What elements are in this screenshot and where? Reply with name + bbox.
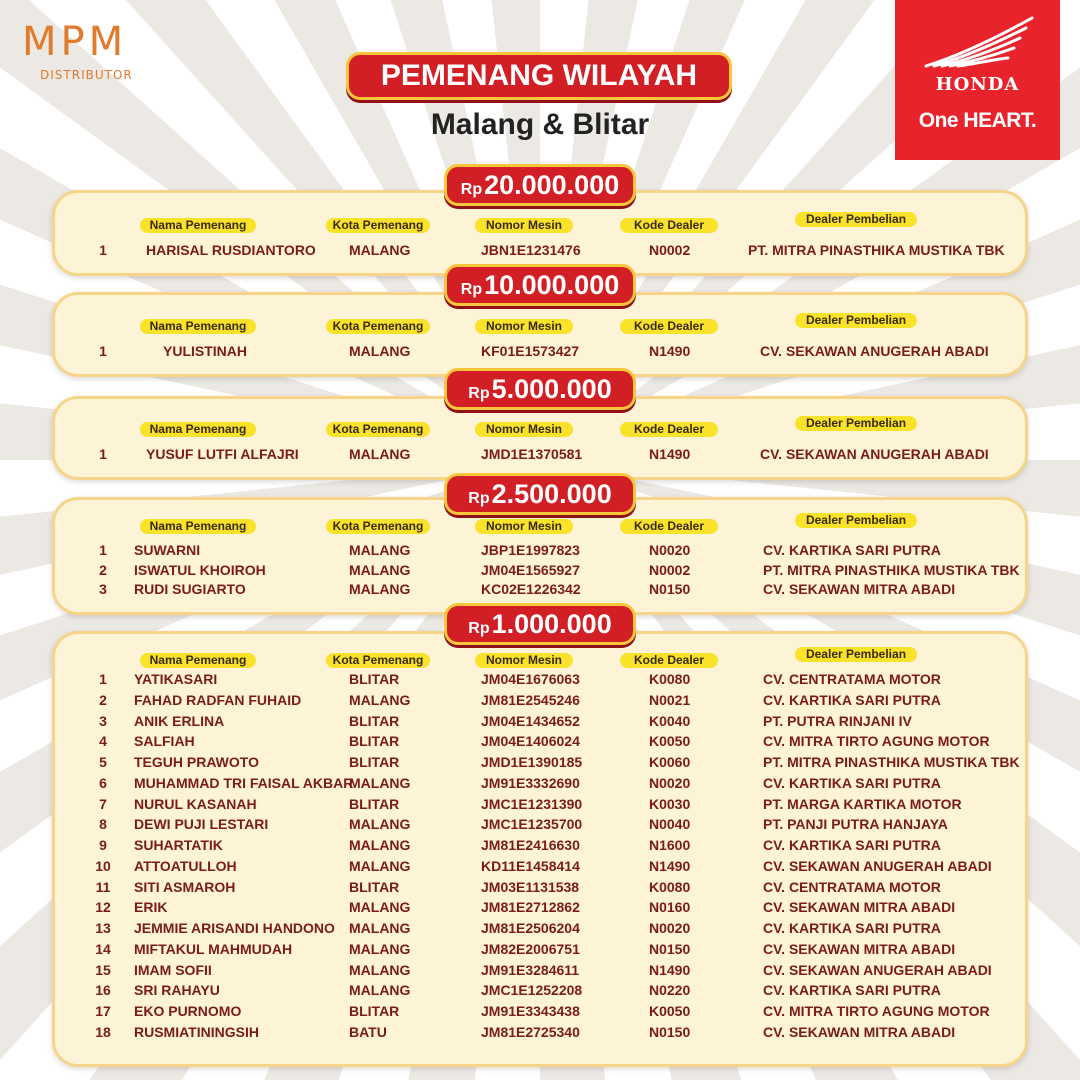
winner-number: 2 [99,691,107,708]
winner-code: N0020 [649,920,691,936]
winner-city: MALANG [349,857,411,874]
winner-number: 1 [99,542,107,558]
winner-dealer: PT. MARGA KARTIKA MOTOR [763,795,962,812]
winner-dealer: CV. SEKAWAN ANUGERAH ABADI [760,343,989,359]
winner-name: YUSUF LUTFI ALFAJRI [146,446,299,462]
winner-city: MALANG [349,961,411,978]
winner-row [0,560,1080,580]
winner-row [0,1022,1080,1042]
column-header-dealer: Dealer Pembelian [795,313,917,328]
winner-dealer: CV. SEKAWAN MITRA ABADI [763,940,956,957]
winner-code: N0040 [649,816,691,833]
winner-dealer: PT. PUTRA RINJANI IV [763,712,912,729]
winner-engine: JMC1E1231390 [481,795,583,812]
winner-city: MALANG [349,774,411,791]
winner-city: BLITAR [349,712,400,729]
winner-name: ATTOATULLOH [134,857,237,874]
winner-dealer: CV. SEKAWAN ANUGERAH ABADI [763,961,992,978]
honda-slogan: One HEART. [918,109,1037,132]
winner-name: DEWI PUJI LESTARI [134,816,269,833]
column-header-code: Kode Dealer [620,422,718,437]
column-header-engine: Nomor Mesin [475,319,573,334]
winner-number: 4 [99,733,107,750]
winner-number: 11 [95,878,111,895]
winner-dealer: CV. KARTIKA SARI PUTRA [763,920,941,936]
winner-row [0,856,1080,876]
winner-city: MALANG [349,837,411,853]
winner-name: SALFIAH [134,733,195,750]
column-header-dealer: Dealer Pembelian [795,416,917,431]
winner-dealer: CV. SEKAWAN MITRA ABADI [763,1023,956,1040]
winner-dealer: CV. MITRA TIRTO AGUNG MOTOR [763,733,990,750]
winner-row [0,918,1080,938]
winner-city: MALANG [349,343,411,359]
winner-row [0,444,1080,464]
column-header-code: Kode Dealer [620,319,718,334]
winner-number: 3 [99,712,107,729]
prize-amount-badge [444,368,636,410]
column-header-city: Kota Pemenang [326,519,430,534]
winner-engine: JM81E2416630 [481,837,580,853]
winner-name: HARISAL RUSDIANTORO [146,242,316,258]
winner-engine: JM81E2545246 [481,691,580,708]
winner-engine: JMC1E1235700 [481,816,583,833]
winner-code: K0030 [649,795,691,812]
winner-city: BATU [349,1023,387,1040]
winner-engine: JM91E3284611 [481,961,580,978]
winner-number: 8 [99,816,107,833]
winner-engine: JBP1E1997823 [481,542,580,558]
winner-name: MIFTAKUL MAHMUDAH [134,940,293,957]
winner-engine: KD11E1458414 [481,857,580,874]
winner-number: 6 [99,774,107,791]
winner-dealer: CV. KARTIKA SARI PUTRA [763,837,941,853]
winner-dealer: CV. SEKAWAN MITRA ABADI [763,899,956,916]
winner-row [0,1001,1080,1021]
winner-code: K0040 [649,712,691,729]
winner-code: N0002 [649,242,691,258]
winner-city: MALANG [349,982,411,999]
column-header-name: Nama Pemenang [140,519,256,534]
column-header-city: Kota Pemenang [326,319,430,334]
column-header-code: Kode Dealer [620,218,718,233]
winner-code: K0050 [649,1003,691,1019]
winner-number: 18 [95,1023,111,1040]
column-header-dealer: Dealer Pembelian [795,212,917,227]
currency-label: Rp [460,181,483,198]
winner-row [0,341,1080,361]
winner-row [0,939,1080,959]
winner-name: FAHAD RADFAN FUHAID [134,691,302,708]
prize-amount-badge [444,603,636,645]
winner-name: EKO PURNOMO [134,1003,242,1019]
winner-number: 9 [99,837,107,853]
winner-code: N0021 [649,691,691,708]
page-subtitle: Malang & Blitar [430,108,650,141]
winner-engine: JM04E1434652 [481,712,580,729]
winner-row [0,540,1080,560]
winner-row [0,960,1080,980]
winner-engine: JMD1E1370581 [481,446,583,462]
winner-code: N0220 [649,982,691,999]
winner-name: JEMMIE ARISANDI HANDONO [134,920,335,936]
winner-city: BLITAR [349,878,400,895]
winner-row [0,773,1080,793]
winner-name: ANIK ERLINA [134,712,225,729]
winner-row [0,980,1080,1000]
winner-code: N1600 [649,837,691,853]
winner-city: MALANG [349,816,411,833]
winner-engine: JM03E1131538 [481,878,580,895]
prize-amount: 1.000.000 [491,609,612,639]
winner-number: 12 [95,899,111,916]
winner-engine: JMD1E1390185 [481,754,583,770]
winner-number: 14 [95,940,111,957]
winner-row [0,711,1080,731]
winner-dealer: PT. MITRA PINASTHIKA MUSTIKA TBK [763,754,1020,770]
winner-name: YULISTINAH [163,343,247,359]
winner-city: MALANG [349,561,411,578]
winner-row [0,690,1080,710]
mpm-logo-subtitle: DISTRIBUTOR [40,68,133,82]
winner-code: N1490 [649,961,691,978]
winner-row [0,877,1080,897]
column-header-city: Kota Pemenang [326,653,430,668]
winner-dealer: PT. PANJI PUTRA HANJAYA [763,816,948,833]
column-header-name: Nama Pemenang [140,319,256,334]
winner-engine: JM81E2712862 [481,899,580,916]
winner-row [0,240,1080,260]
winner-city: BLITAR [349,1003,400,1019]
winner-dealer: CV. CENTRATAMA MOTOR [763,671,941,687]
winner-engine: JM81E2506204 [481,920,580,936]
winner-code: N0150 [649,581,691,598]
winner-row [0,835,1080,855]
winner-city: MALANG [349,899,411,916]
winner-city: MALANG [349,940,411,957]
winner-code: N0020 [649,774,691,791]
winner-city: BLITAR [349,795,400,812]
winner-row [0,794,1080,814]
winner-code: K0060 [649,754,691,770]
winner-dealer: CV. MITRA TIRTO AGUNG MOTOR [763,1003,990,1019]
currency-label: Rp [460,281,483,298]
winner-engine: JBN1E1231476 [481,242,581,258]
column-header-name: Nama Pemenang [140,218,256,233]
prize-amount: 20.000.000 [484,170,620,200]
winner-code: K0080 [649,878,691,895]
winner-city: MALANG [349,446,411,462]
winner-code: N0150 [649,940,691,957]
winner-number: 16 [95,982,111,999]
column-header-engine: Nomor Mesin [475,519,573,534]
column-header-dealer: Dealer Pembelian [795,513,917,528]
winner-code: N0160 [649,899,691,916]
winner-dealer: CV. SEKAWAN ANUGERAH ABADI [763,857,992,874]
winner-engine: JM91E3332690 [481,774,580,791]
winner-name: ERIK [134,899,168,916]
honda-brand-text: HONDA [935,74,1020,95]
winner-code: N0002 [649,561,691,578]
winner-number: 1 [99,446,107,462]
winner-dealer: CV. CENTRATAMA MOTOR [763,878,941,895]
winner-row [0,897,1080,917]
winner-city: MALANG [349,691,411,708]
winner-engine: JM82E2006751 [481,940,580,957]
winner-engine: JM81E2725340 [481,1023,580,1040]
winner-row [0,752,1080,772]
winner-engine: JM04E1565927 [481,561,580,578]
mpm-logo-text: MPM [22,19,128,65]
column-header-code: Kode Dealer [620,653,718,668]
honda-logo [895,0,1060,160]
winner-number: 2 [99,561,107,578]
prize-amount-badge [444,473,636,515]
winner-name: YATIKASARI [134,671,218,687]
winner-number: 1 [99,343,107,359]
winner-city: BLITAR [349,733,400,750]
winner-number: 7 [99,795,107,812]
winner-name: SUHARTATIK [134,837,223,853]
currency-label: Rp [468,385,490,402]
winner-row [0,579,1080,599]
winner-code: N0020 [649,542,691,558]
winner-name: RUDI SUGIARTO [134,581,246,598]
winner-row [0,814,1080,834]
winner-dealer: CV. KARTIKA SARI PUTRA [763,774,941,791]
winner-number: 15 [95,961,111,978]
winner-engine: KF01E1573427 [481,343,580,359]
winner-engine: JMC1E1252208 [481,982,583,999]
winner-number: 17 [95,1003,111,1019]
currency-label: Rp [468,620,490,637]
winner-row [0,669,1080,689]
winner-name: SITI ASMAROH [134,878,236,895]
winner-code: K0080 [649,671,691,687]
winner-name: NURUL KASANAH [134,795,257,812]
prize-amount: 2.500.000 [491,479,612,509]
prize-amount: 5.000.000 [491,374,612,404]
column-header-engine: Nomor Mesin [475,218,573,233]
winner-city: MALANG [349,581,411,598]
column-header-engine: Nomor Mesin [475,422,573,437]
winner-name: SUWARNI [134,542,201,558]
winner-city: MALANG [349,920,411,936]
winner-city: MALANG [349,242,411,258]
column-header-dealer: Dealer Pembelian [795,647,917,662]
column-header-city: Kota Pemenang [326,218,430,233]
winner-code: N1490 [649,857,691,874]
prize-amount: 10.000.000 [484,270,620,300]
mpm-distributor-logo [22,19,162,92]
winner-dealer: CV. KARTIKA SARI PUTRA [763,542,941,558]
currency-label: Rp [468,490,490,507]
winner-number: 1 [99,242,107,258]
winner-name: IMAM SOFII [134,961,212,978]
winner-dealer: CV. SEKAWAN MITRA ABADI [763,581,956,598]
winner-name: RUSMIATININGSIH [134,1023,259,1040]
winner-code: N1490 [649,446,691,462]
winner-number: 1 [99,671,107,687]
winner-code: K0050 [649,733,691,750]
winner-name: TEGUH PRAWOTO [134,754,259,770]
page-title: PEMENANG WILAYAH [346,52,732,100]
winner-number: 10 [95,857,111,874]
column-header-code: Kode Dealer [620,519,718,534]
winner-row [0,731,1080,751]
winner-dealer: CV. SEKAWAN ANUGERAH ABADI [760,446,989,462]
column-header-name: Nama Pemenang [140,653,256,668]
winner-number: 3 [99,581,107,598]
winner-city: BLITAR [349,754,400,770]
winner-code: N0150 [649,1023,691,1040]
winner-name: ISWATUL KHOIROH [134,561,266,578]
winner-dealer: CV. KARTIKA SARI PUTRA [763,691,941,708]
winner-engine: JM04E1676063 [481,671,580,687]
winner-name: MUHAMMAD TRI FAISAL AKBAR [134,774,354,791]
winner-name: SRI RAHAYU [134,982,220,999]
winner-dealer: CV. KARTIKA SARI PUTRA [763,982,941,999]
winner-city: BLITAR [349,671,400,687]
column-header-city: Kota Pemenang [326,422,430,437]
winner-engine: JM91E3343438 [481,1003,580,1019]
winner-engine: JM04E1406024 [481,733,580,750]
prize-amount-badge [444,264,636,306]
prize-amount-badge [444,164,636,206]
winner-dealer: PT. MITRA PINASTHIKA MUSTIKA TBK [763,561,1020,578]
column-header-name: Nama Pemenang [140,422,256,437]
winner-code: N1490 [649,343,691,359]
honda-wing-icon [918,12,1038,74]
winner-number: 5 [99,754,107,770]
winner-dealer: PT. MITRA PINASTHIKA MUSTIKA TBK [748,242,1005,258]
winner-city: MALANG [349,542,411,558]
column-header-engine: Nomor Mesin [475,653,573,668]
winner-number: 13 [95,920,111,936]
winner-engine: KC02E1226342 [481,581,581,598]
